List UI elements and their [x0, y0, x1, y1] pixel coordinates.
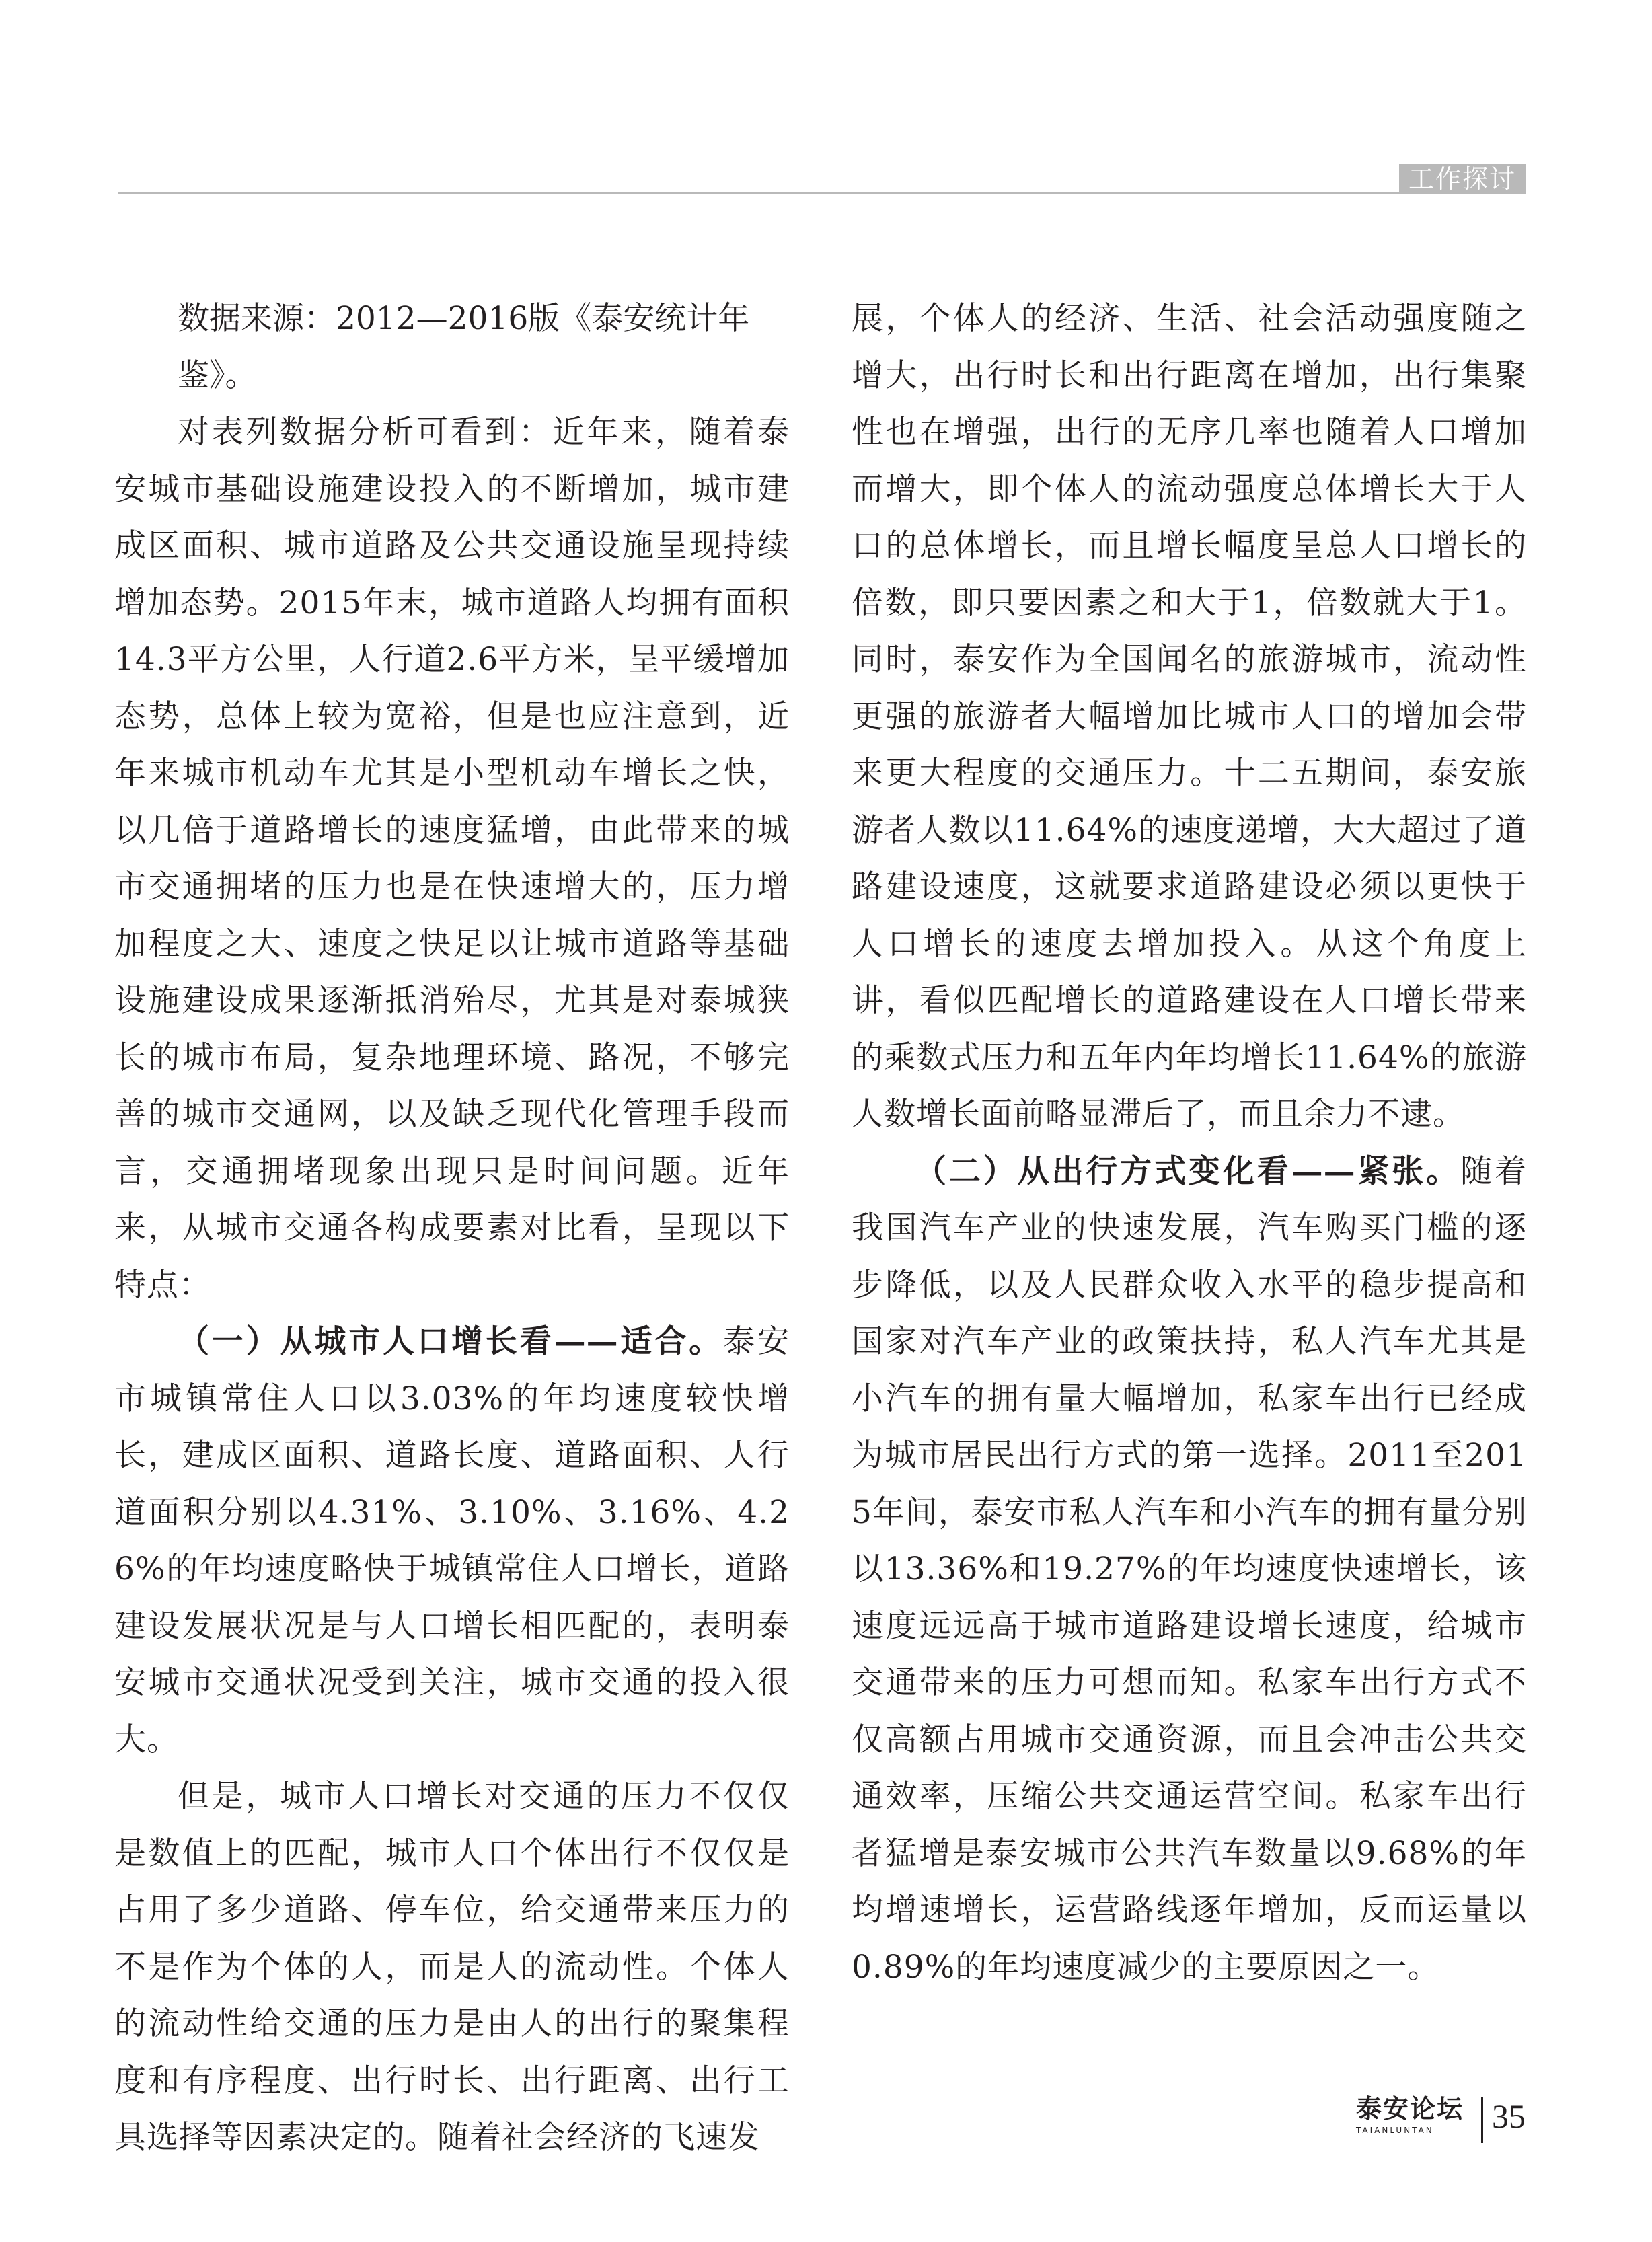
right-column [852, 291, 1527, 1996]
left-column [114, 291, 790, 2167]
journal-name: 泰安论坛 [1356, 2094, 1464, 2124]
page-number: 35 [1492, 2097, 1526, 2135]
section-heading-travel-mode: （二）从出行方式变化看——紧张。 [915, 1152, 1461, 1190]
header-rule [118, 192, 1526, 194]
journal-pinyin: TAIANLUNTAN [1356, 2126, 1434, 2135]
paragraph-mobility: 但是，城市人口增长对交通的压力不仅仅是数值上的匹配，城市人口个体出行不仅仅是占用了多少道路、停车位，给交通带来压力的不是作为个体的人，而是人的流动性。个体人的流动性给交通的压力是由人的出行的聚集程度和有序程度、出行时长、出行距离、出行工具选择等因素决定的。随着社会经济的飞速发 [114, 1778, 790, 2156]
paragraph-mobility-continued: 展，个体人的经济、生活、社会活动强度随之增大，出行时长和出行距离在增加，出行集聚性也在增强，出行的无序几率也随着人口增加而增大，即个体人的流动强度总体增长大于人口的总体增长，而且增长幅度呈总人口增长的倍数，即只要因素之和大于1，倍数就大于1。同时，泰安作为全国闻名的旅游城市，流动性更强的旅游者大幅增加比城市人口的增加会带来更大程度的交通压力。十二五期间，泰安旅游者人数以11.64%的速度递增，大大超过了道路建设速度，这就要求道路建设必须以更快于人口增长的速度去增加投入。从这个角度上讲，看似匹配增长的道路建设在人口增长带来的乘数式压力和五年内年均增长11.64%的旅游人数增长面前略显滞后了，而且余力不逮。 [852, 300, 1527, 1133]
paragraph-population-body: 泰安市城镇常住人口以3.03%的年均速度较快增长，建成区面积、道路长度、道路面积、人行道面积分别以4.31%、3.10%、3.16%、4.26%的年均速度略快于城镇常住人口增长，道路建设发展状况是与人口增长相匹配的，表明泰安城市交通状况受到关注，城市交通的投入很大。 [114, 1323, 790, 1758]
paragraph-population [114, 1314, 790, 1768]
page-footer [1356, 2093, 1524, 2147]
paragraph-travel-mode [852, 1144, 1527, 1996]
paragraph-travel-mode-body: 随着我国汽车产业的快速发展，汽车购买门槛的逐步降低，以及人民群众收入水平的稳步提高和国家对汽车产业的政策扶持，私人汽车尤其是小汽车的拥有量大幅增加，私家车出行已经成为城市居民出行方式的第一选择。2011至2015年间，泰安市私人汽车和小汽车的拥有量分别以13.36%和19.27%的年均速度快速增长，该速度远远高于城市道路建设增长速度，给城市交通带来的压力可想而知。私家车出行方式不仅高额占用城市交通资源，而且会冲击公共交通效率，压缩公共交通运营空间。私家车出行者猛增是泰安城市公共汽车数量以9.68%的年均增速增长，运营路线逐年增加，反而运量以0.89%的年均速度减少的主要原因之一。 [852, 1152, 1527, 1986]
footer-divider [1481, 2097, 1483, 2143]
table-source-note: 数据来源：2012—2016版《泰安统计年鉴》。 [178, 300, 750, 394]
section-label: 工作探讨 [1399, 164, 1526, 194]
paragraph-analysis: 对表列数据分析可看到：近年来，随着泰安城市基础设施建设投入的不断增加，城市建成区面积、城市道路及公共交通设施呈现持续增加态势。2015年末，城市道路人均拥有面积14.3平方公里，人行道2.6平方米，呈平缓增加态势，总体上较为宽裕，但是也应注意到，近年来城市机动车尤其是小型机动车增长之快，以几倍于道路增长的速度猛增，由此带来的城市交通拥堵的压力也是在快速增大的，压力增加程度之大、速度之快足以让城市道路等基础设施建设成果逐渐抵消殆尽，尤其是对泰城狭长的城市布局，复杂地理环境、路况，不够完善的城市交通网，以及缺乏现代化管理手段而言，交通拥堵现象出现只是时间问题。近年来，从城市交通各构成要素对比看，呈现以下特点： [114, 414, 790, 1304]
section-heading-population: （一）从城市人口增长看——适合。 [178, 1323, 724, 1360]
